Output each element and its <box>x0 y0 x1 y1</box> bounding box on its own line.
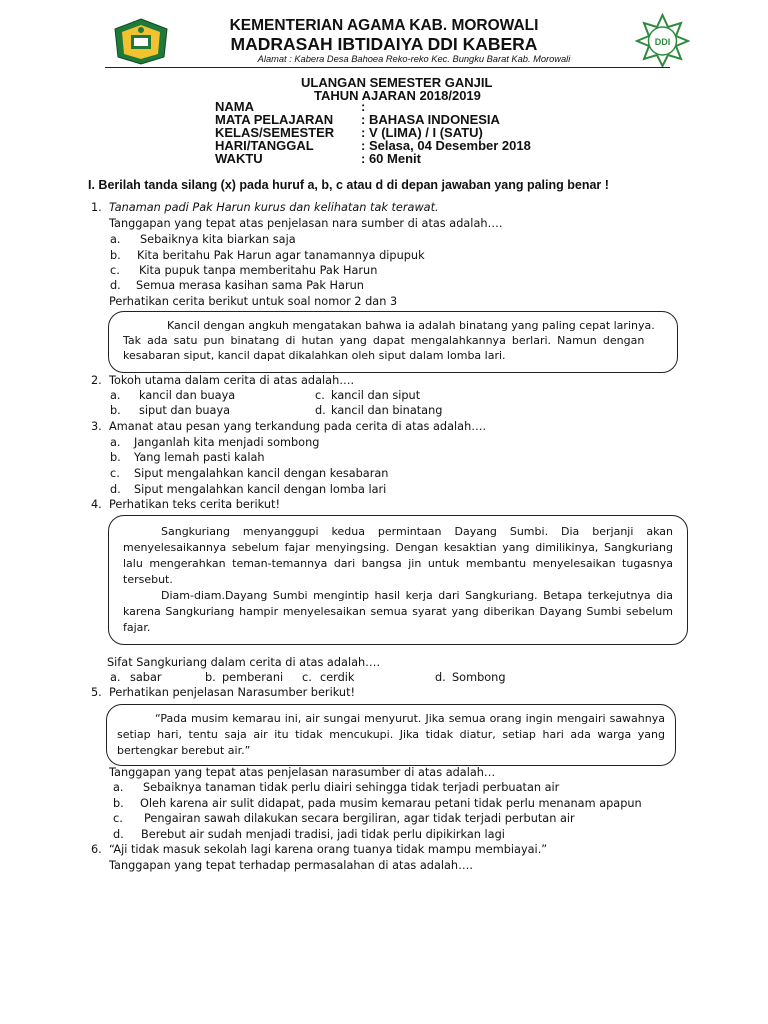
q2-option-a: kancil dan buaya <box>139 389 236 402</box>
q1-number: 1. <box>91 201 102 214</box>
q2-option-b-letter: b. <box>110 404 121 417</box>
q2-option-d: kancil dan binatang <box>331 404 443 417</box>
q5-question: Tanggapan yang tepat atas penjelasan narasumber di atas adalah… <box>109 766 496 779</box>
q4-option-a: sabar <box>130 671 162 684</box>
q3-option-c-letter: c. <box>110 467 120 480</box>
field-value-nama: : <box>361 99 366 114</box>
q1-italic: Tanaman padi Pak Harun kurus dan kelihatan tak terawat. <box>109 201 439 214</box>
q4-option-d-letter: d. <box>435 671 446 684</box>
q1-option-a-letter: a. <box>110 233 121 246</box>
svg-text:DDI: DDI <box>654 37 671 47</box>
q3-option-c: Siput mengalahkan kancil dengan kesabaran <box>134 467 389 480</box>
story2-paragraph-2: Diam-diam.Dayang Sumbi mengintip hasil kerja dari Sangkuriang. Betapa terkejutnya dia karena Sangkuriang hampir menyelesaikan semua syarat yang diberikan Dayang Sumbi sebelum fajar. <box>123 589 673 634</box>
story2-paragraph-1: Sangkuriang menyanggupi kedua permintaan Dayang Sumbi. Dia berjanji akan menyelesaikannya sebelum fajar menyingsing. Dengan kesaktian yang dimilikinya, Sangkuriang lalu mengerahkan teman-temannya dari bangsa jin untuk membantu menyelesaikan tugasnya tersebut. <box>123 525 673 586</box>
instruction: I. Berilah tanda silang (x) pada huruf a, b, c atau d di depan jawaban yang paling benar ! <box>88 178 609 192</box>
field-label-hari: HARI/TANGGAL <box>215 138 314 153</box>
q6-number: 6. <box>91 843 102 856</box>
field-value-hari: : Selasa, 04 Desember 2018 <box>361 138 531 153</box>
q5-quote: “Pada musim kemarau ini, air sungai menyurut. Jika semua orang ingin mengairi sawahnya setiap hari, tentu saja air itu tidak mencukupi. Jika tidak diatur, setiap hari ada warga yang bertengkar berebut air.” <box>117 712 665 757</box>
q1-option-d: Semua merasa kasihan sama Pak Harun <box>136 279 364 292</box>
q5-option-c-letter: c. <box>113 812 123 825</box>
field-label-mapel: MATA PELAJARAN <box>215 112 334 127</box>
q5-prompt: Perhatikan penjelasan Narasumber berikut! <box>109 686 356 699</box>
q1-option-c-letter: c. <box>110 264 120 277</box>
q4-option-d: Sombong <box>452 671 506 684</box>
q1-prompt: Tanggapan yang tepat atas penjelasan nara sumber di atas adalah…. <box>109 217 503 230</box>
q5-option-b-letter: b. <box>113 797 124 810</box>
field-label-waktu: WAKTU <box>215 151 263 166</box>
ddi-logo <box>635 13 690 68</box>
q4-option-c: cerdik <box>320 671 355 684</box>
field-value-kelas: : V (LIMA) / I (SATU) <box>361 125 483 140</box>
exam-title-2: TAHUN AJARAN 2018/2019 <box>314 88 481 103</box>
q1-option-c: Kita pupuk tanpa memberitahu Pak Harun <box>139 264 378 277</box>
q3-prompt: Amanat atau pesan yang terkandung pada cerita di atas adalah…. <box>109 420 487 433</box>
q4-option-b: pemberani <box>222 671 284 684</box>
q2-option-c: kancil dan siput <box>331 389 421 402</box>
q1-note: Perhatikan cerita berikut untuk soal nomor 2 dan 3 <box>109 295 398 308</box>
exam-title-1: ULANGAN SEMESTER GANJIL <box>301 75 493 90</box>
story1-line-3: kesabaran siput, kancil dapat dikalahkan oleh siput dalam lomba lari. <box>123 349 506 362</box>
q3-option-b: Yang lemah pasti kalah <box>134 451 265 464</box>
field-value-mapel: : BAHASA INDONESIA <box>361 112 500 127</box>
q5-option-d: Berebut air sudah menjadi tradisi, jadi tidak perlu dipikirkan lagi <box>141 828 505 841</box>
header-line-1: KEMENTERIAN AGAMA KAB. MOROWALI <box>229 17 539 34</box>
q1-option-b: Kita beritahu Pak Harun agar tanamannya dipupuk <box>137 249 425 262</box>
q3-number: 3. <box>91 420 102 433</box>
q4-prompt: Perhatikan teks cerita berikut! <box>109 498 280 511</box>
q3-option-d: Siput mengalahkan kancil dengan lomba lari <box>134 483 387 496</box>
q5-option-d-letter: d. <box>113 828 124 841</box>
q2-number: 2. <box>91 374 102 387</box>
q3-option-a: Janganlah kita menjadi sombong <box>134 436 320 449</box>
header-divider <box>105 67 670 68</box>
header-address: Alamat : Kabera Desa Bahoea Reko-reko Kec. Bungku Barat Kab. Morowali <box>257 54 571 64</box>
field-value-waktu: : 60 Menit <box>361 151 421 166</box>
quote-box-narasumber <box>106 704 676 766</box>
q5-option-a-letter: a. <box>113 781 124 794</box>
field-label-nama: NAMA <box>215 99 254 114</box>
q4-option-c-letter: c. <box>302 671 312 684</box>
q4-option-b-letter: b. <box>205 671 216 684</box>
q5-option-c: Pengairan sawah dilakukan secara bergiliran, agar tidak terjadi perbutan air <box>144 812 575 825</box>
q6-prompt: Tanggapan yang tepat terhadap permasalahan di atas adalah…. <box>109 859 473 872</box>
q3-option-a-letter: a. <box>110 436 121 449</box>
q1-option-d-letter: d. <box>110 279 121 292</box>
q5-option-b: Oleh karena air sulit didapat, pada musim kemarau petani tidak perlu menanam apapun <box>140 797 642 810</box>
story1-line-1: Kancil dengan angkuh mengatakan bahwa ia adalah binatang yang paling cepat larinya. <box>167 319 655 332</box>
q2-option-a-letter: a. <box>110 389 121 402</box>
q6-text: “Aji tidak masuk sekolah lagi karena orang tuanya tidak mampu membiayai.” <box>109 843 548 856</box>
q4-number: 4. <box>91 498 102 511</box>
q2-option-d-letter: d. <box>315 404 326 417</box>
q2-option-b: siput dan buaya <box>139 404 231 417</box>
q5-number: 5. <box>91 686 102 699</box>
story-box-kancil <box>108 311 678 373</box>
q4-question: Sifat Sangkuriang dalam cerita di atas adalah…. <box>107 656 381 669</box>
q5-option-a: Sebaiknya tanaman tidak perlu diairi sehingga tidak terjadi perbuatan air <box>143 781 560 794</box>
q2-option-c-letter: c. <box>315 389 325 402</box>
story-box-sangkuriang <box>108 515 688 645</box>
field-label-kelas: KELAS/SEMESTER <box>215 125 335 140</box>
q1-option-b-letter: b. <box>110 249 121 262</box>
q4-option-a-letter: a. <box>110 671 121 684</box>
q3-option-d-letter: d. <box>110 483 121 496</box>
story1-line-2: Tak ada satu pun binatang di hutan yang dapat mengalahkannya berlari. Namun dengan <box>123 334 645 347</box>
header-line-2: MADRASAH IBTIDAIYA DDI KABERA <box>230 34 538 54</box>
q3-option-b-letter: b. <box>110 451 121 464</box>
q2-prompt: Tokoh utama dalam cerita di atas adalah…. <box>109 374 355 387</box>
q1-option-a: Sebaiknya kita biarkan saja <box>140 233 296 246</box>
